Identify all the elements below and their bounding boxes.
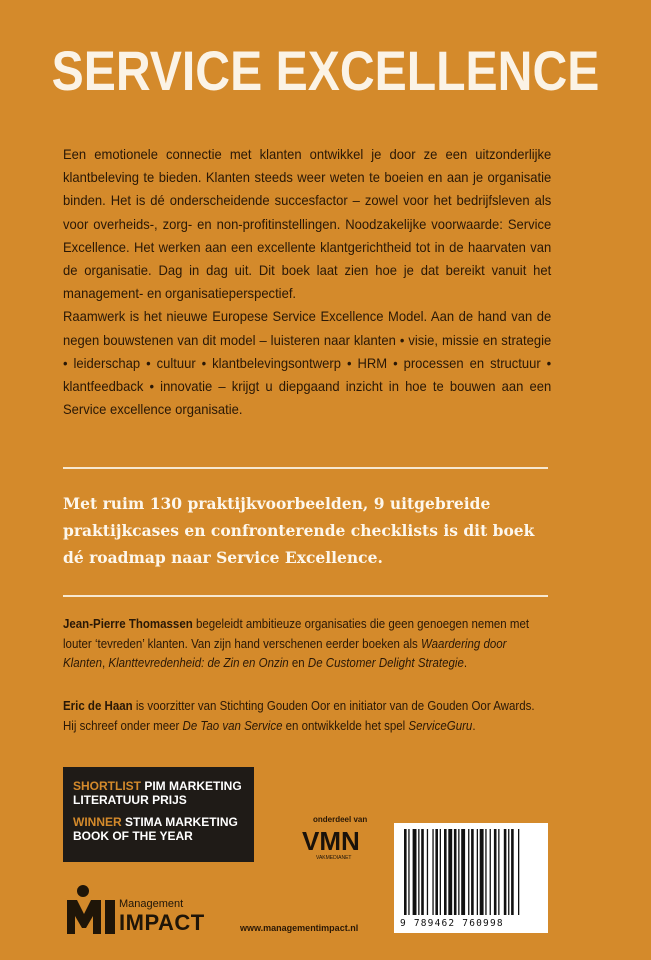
publisher-name-line1: Management xyxy=(119,898,184,910)
barcode-bar xyxy=(508,829,509,915)
author-name: Eric de Haan xyxy=(63,699,133,713)
book-reference: ServiceGuru xyxy=(408,718,473,733)
divider-top xyxy=(63,467,548,469)
vmn-logo-icon xyxy=(300,826,386,862)
barcode-bar xyxy=(427,829,428,915)
barcode-bar xyxy=(440,829,441,915)
book-reference: De Customer Delight Strategie xyxy=(307,656,464,670)
book-reference: Waardering door Klanten xyxy=(63,636,507,670)
award-keyword: SHORTLIST xyxy=(73,779,141,793)
barcode-bar xyxy=(511,829,514,915)
barcode-bar xyxy=(404,829,407,915)
barcode-bar xyxy=(485,829,486,915)
barcode-bar xyxy=(461,829,465,915)
barcode-bar xyxy=(471,829,474,915)
book-title: SERVICE EXCELLENCE xyxy=(51,39,600,102)
barcode-bar xyxy=(518,829,519,915)
barcode-bar xyxy=(432,829,433,915)
publisher-name-line2: IMPACT xyxy=(119,910,205,935)
separator: . xyxy=(472,718,476,733)
highlight-quote: Met ruim 130 praktijkvoorbeelden, 9 uitgebreide praktijkcases en confronterende checklists is dit boek dé roadmap naar Service Excellence. xyxy=(63,494,535,567)
barcode-bar xyxy=(498,829,499,915)
separator: , xyxy=(102,656,109,670)
barcode-bar xyxy=(480,829,484,915)
barcode-bar xyxy=(490,829,491,915)
author-bio-text: begeleidt ambitieuze organisaties die geen genoegen nemen met louter ‘tevreden’ klanten. Van zijn hand verschenen eerder boeken als xyxy=(63,617,530,651)
book-reference: De Tao van Service xyxy=(182,718,283,733)
barcode-bar xyxy=(448,829,452,915)
author-bio-text: is voorzitter van Stichting Gouden Oor en initiator van de Gouden Oor Awards. Hij schreef onder meer xyxy=(63,699,535,733)
blurb-text xyxy=(63,143,551,421)
blurb-paragraph-2: Raamwerk is het nieuwe Europese Service Excellence Model. Aan de hand van de negen bouwstenen van dit model – luisteren naar klanten • visie, missie en strategie • leiderschap • cultuur • klantbelevingsontwerp • HRM • processen en structuur • klantfeedback • innovatie – krijgt u diepgaand inzicht in hoe te bouwen aan een Service excellence organisatie. xyxy=(63,308,552,418)
blurb-paragraph-1: Een emotionele connectie met klanten ontwikkel je door ze een uitzonderlijke klantbeleving te bieden. Klanten steeds weer weten te boeien en aan je organisatie binden. Het is dé onderscheidende succesfactor – zowel voor het bedrijfsleven als voor overheids-, zorg- en non-profitinstellingen. Noodzakelijke voorwaarde: Service Excellence. Het werken aan een excellente klantgerichtheid tot in de haarvaten van de organisatie. Dag in dag uit. Dit boek laat zien hoe je dat bereikt vanuit het management- en organisatieperspectief. xyxy=(63,146,552,302)
vmn-label: onderdeel van xyxy=(313,815,368,824)
book-reference: Klanttevredenheid: de Zin en Onzin xyxy=(108,656,289,670)
barcode-bar xyxy=(418,829,419,915)
barcode-icon xyxy=(394,823,548,933)
award-entry xyxy=(73,779,254,807)
barcode-bar xyxy=(494,829,497,915)
vmn-logo-sub: VAKMEDIANET xyxy=(316,855,352,861)
award-keyword: WINNER xyxy=(73,815,122,829)
author-bio-1 xyxy=(63,615,546,674)
barcode xyxy=(394,823,548,933)
separator: . xyxy=(463,656,468,670)
award-entry xyxy=(73,815,254,843)
vmn-logo-text: VMN xyxy=(302,826,360,856)
author-name: Jean-Pierre Thomassen xyxy=(63,617,193,631)
barcode-bar xyxy=(477,829,478,915)
barcode-bar xyxy=(408,829,409,915)
barcode-bar xyxy=(454,829,457,915)
award-line: BOOK OF THE YEAR xyxy=(73,829,193,843)
barcode-bar xyxy=(444,829,447,915)
awards-box xyxy=(63,767,254,862)
award-line: LITERATUUR PRIJS xyxy=(73,793,187,807)
isbn-number: 9 789462 760998 xyxy=(400,918,504,929)
award-line: PIM MARKETING xyxy=(141,779,242,793)
award-line: STIMA MARKETING xyxy=(121,815,238,829)
divider-bottom xyxy=(63,595,548,597)
separator: en xyxy=(288,656,308,670)
author-bio-2 xyxy=(63,697,546,736)
barcode-bar xyxy=(458,829,459,915)
barcode-bar xyxy=(504,829,507,915)
barcode-bar xyxy=(421,829,424,915)
website-link[interactable]: www.managementimpact.nl xyxy=(240,923,359,933)
barcode-bar xyxy=(435,829,438,915)
barcode-bar xyxy=(413,829,417,915)
barcode-bar xyxy=(468,829,469,915)
author-bio-text: en ontwikkelde het spel xyxy=(282,718,409,733)
